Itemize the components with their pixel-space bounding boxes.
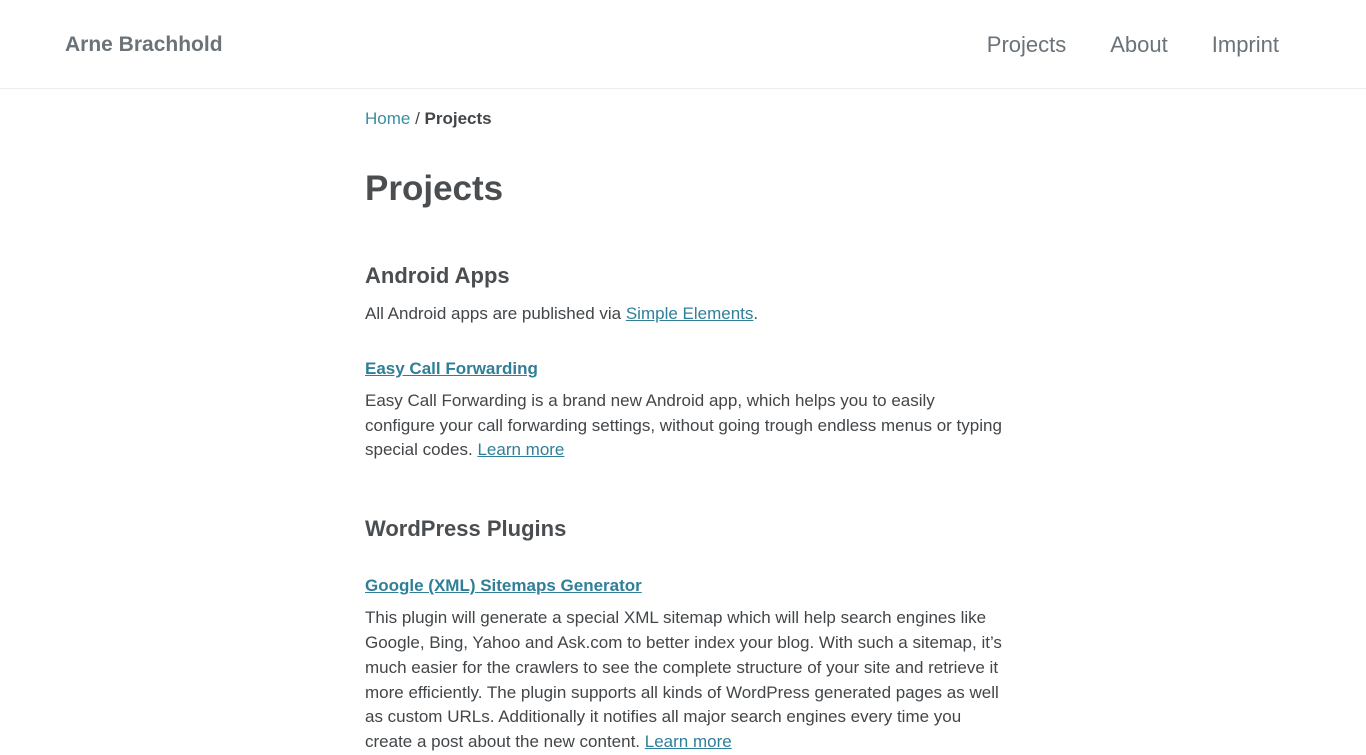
breadcrumb-current: Projects [424, 109, 492, 128]
project-description-sitemaps-generator [365, 606, 1005, 755]
android-apps-section [365, 262, 1005, 463]
wordpress-plugins-section [365, 515, 1005, 755]
sitemaps-generator-link[interactable]: Google (XML) Sitemaps Generator [365, 576, 642, 596]
breadcrumb-home-link[interactable]: Home [365, 109, 411, 128]
page-title: Projects [365, 169, 504, 208]
breadcrumb [365, 108, 1005, 130]
android-intro-suffix: . [753, 304, 759, 323]
main-content [365, 89, 1005, 755]
site-title-link[interactable]: Arne Brachhold [65, 33, 223, 56]
easy-call-forwarding-link[interactable]: Easy Call Forwarding [365, 358, 538, 378]
easy-call-forwarding-learn-more-link[interactable]: Learn more [477, 440, 565, 460]
android-intro-text [365, 302, 1005, 327]
nav-item-projects[interactable]: Projects [986, 32, 1067, 57]
breadcrumb-separator: / [410, 109, 425, 128]
project-title-easy-call-forwarding [365, 358, 1005, 380]
project-title-sitemaps-generator [365, 575, 1005, 597]
section-heading-android: Android Apps [365, 263, 510, 288]
simple-elements-link[interactable]: Simple Elements [625, 304, 754, 323]
nav-item-about[interactable]: About [1110, 32, 1168, 57]
nav-item-imprint[interactable]: Imprint [1211, 32, 1279, 57]
site-header [0, 0, 1366, 89]
sitemaps-generator-description: This plugin will generate a special XML sitemap which will help search engines like Google, Bing, Yahoo and Ask.com to better index your blog. With such a sitemap, it’s much easier for the crawlers to see the complete structure of your site and retrieve it more efficiently. The plugin supports all kinds of WordPress generated pages as well as custom URLs. Additionally it notifies all major search engines every time you create a post about the new content. [365, 608, 1002, 752]
main-nav [943, 32, 1279, 58]
android-intro-prefix: All Android apps are published via [365, 304, 626, 323]
section-heading-wordpress: WordPress Plugins [365, 516, 567, 542]
easy-call-forwarding-description: Easy Call Forwarding is a brand new Android app, which helps you to easily configure your call forwarding settings, without going trough endless menus or typing special codes. [365, 390, 1002, 460]
project-description-easy-call-forwarding [365, 389, 1005, 463]
sitemaps-generator-learn-more-link[interactable]: Learn more [644, 732, 732, 752]
